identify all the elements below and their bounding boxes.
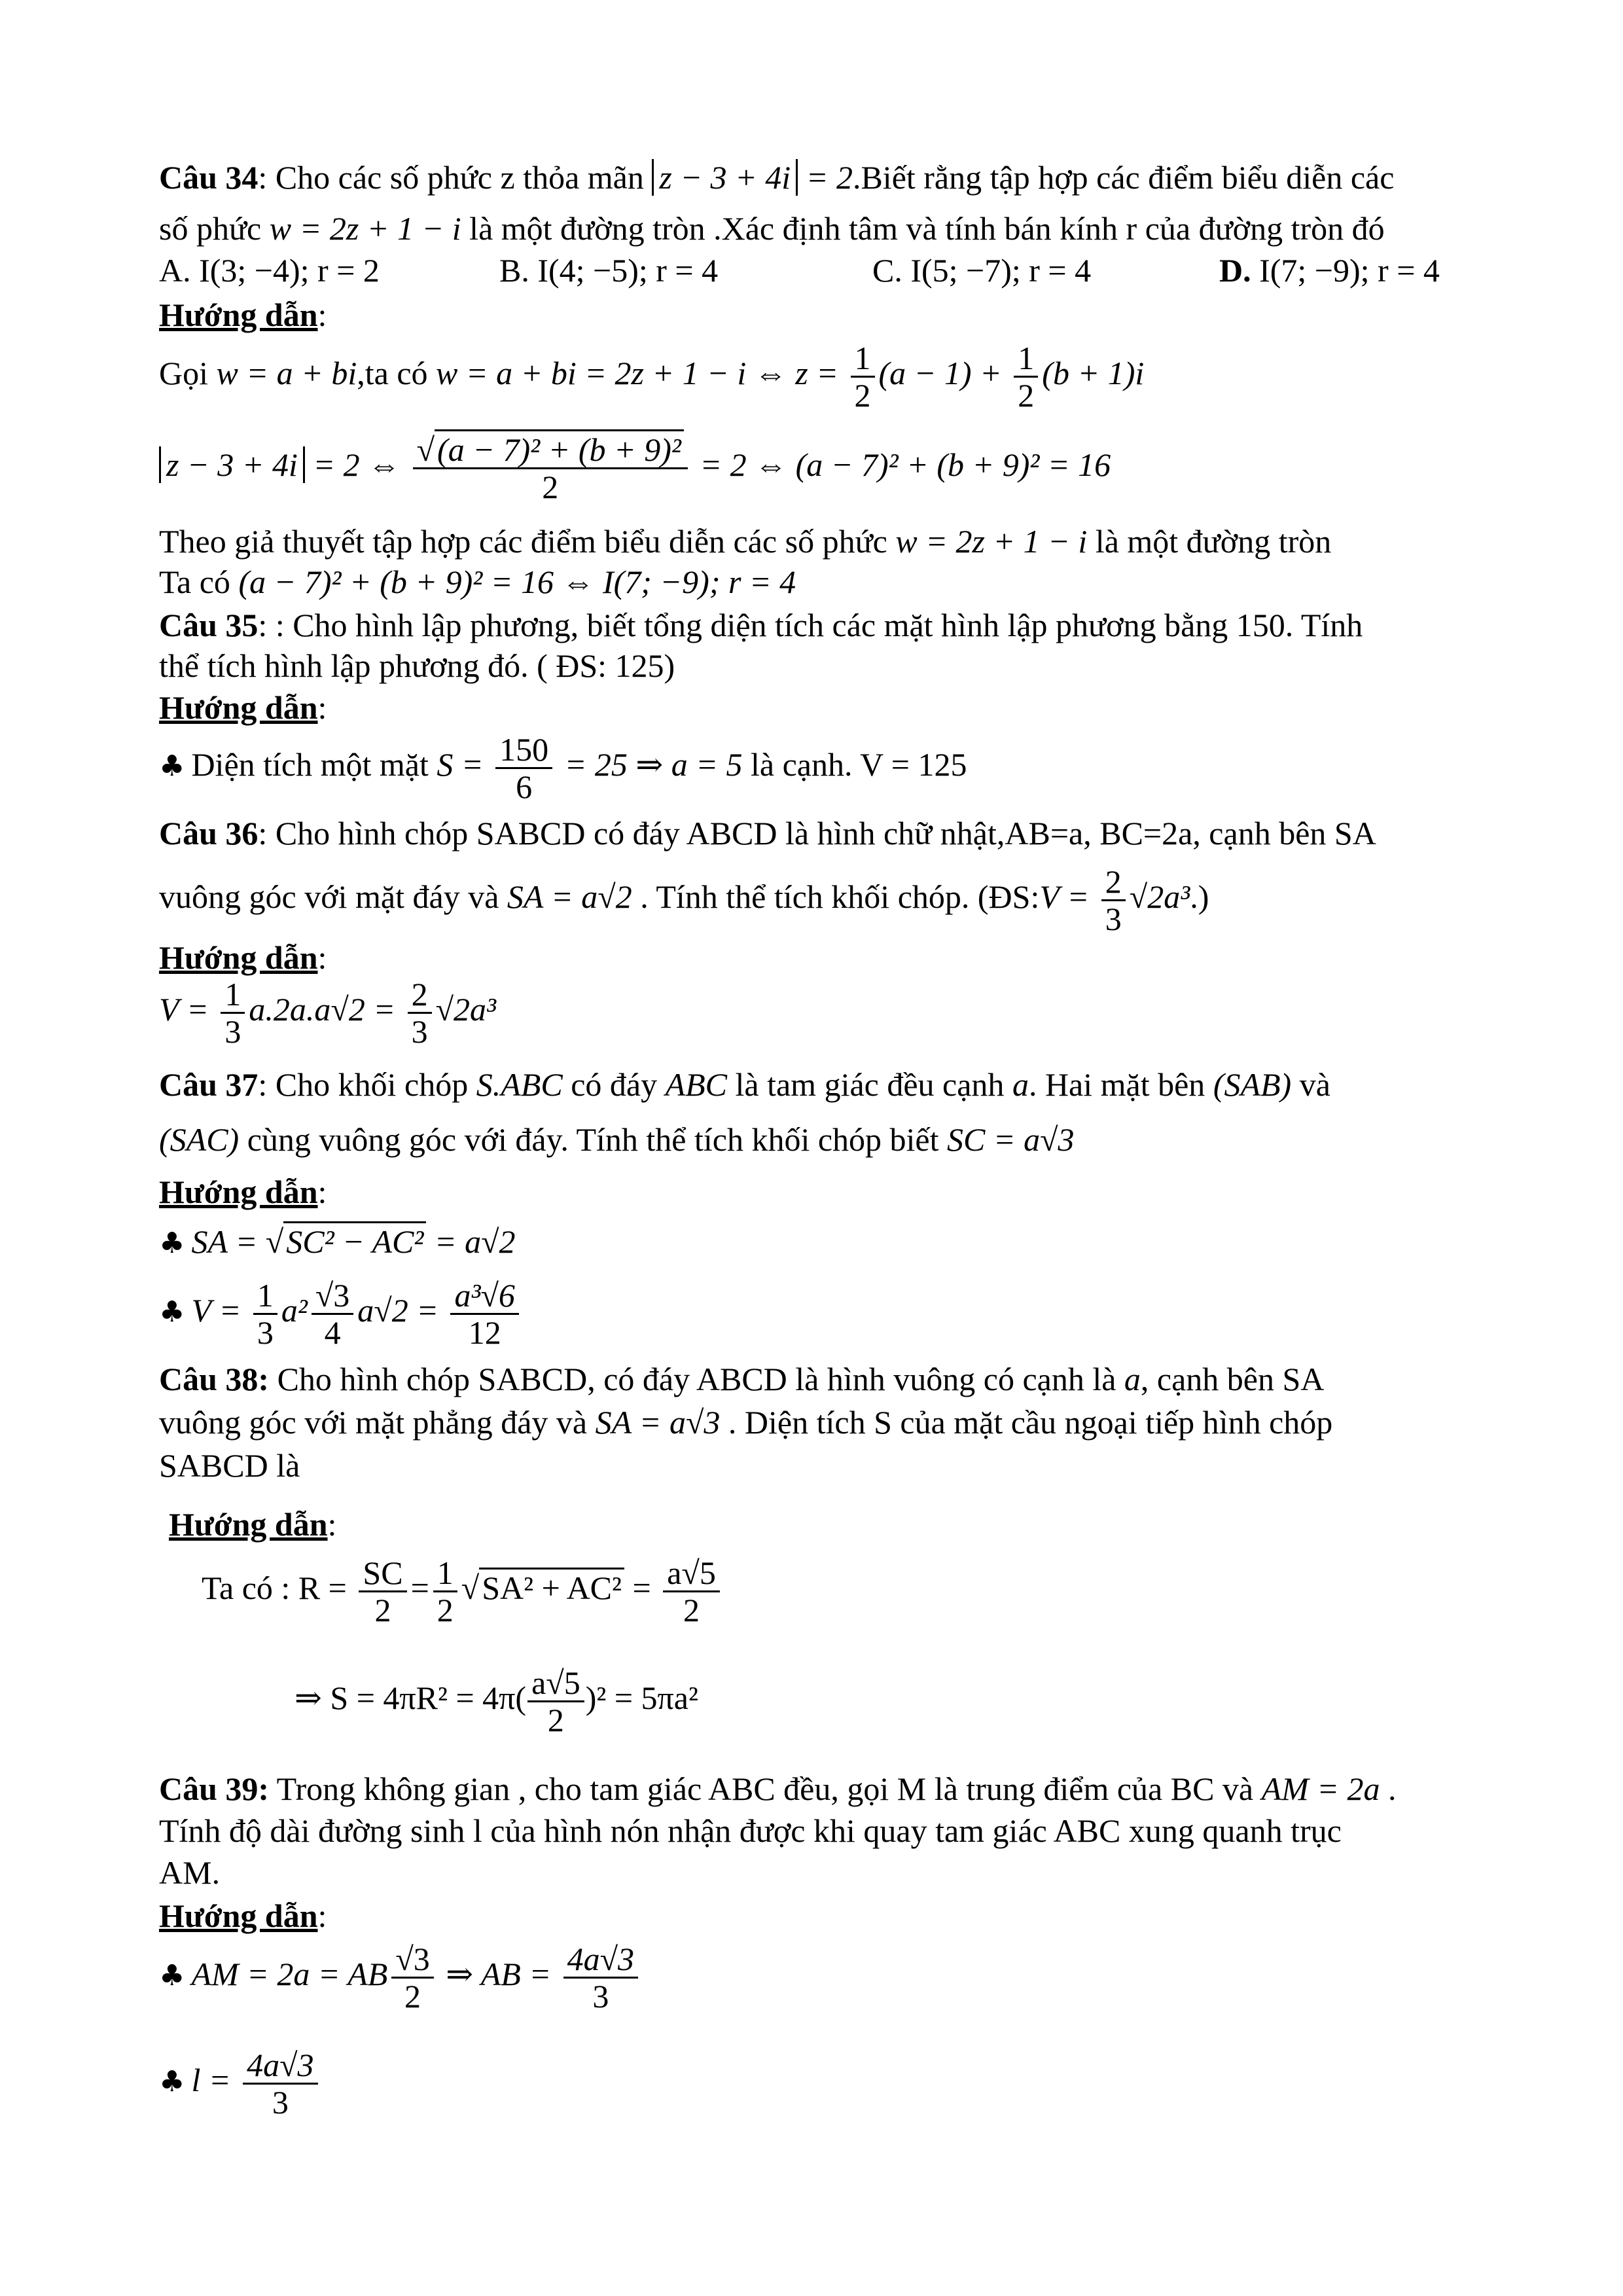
q34-options bbox=[159, 247, 1481, 293]
q37-guide-line1: ♣ SA = √SC² − AC² = a√2 bbox=[159, 1219, 1481, 1266]
q39-guide-line2: ♣ l = $\frac{4a√3}{3}$ bbox=[159, 2047, 1481, 2120]
q34-line1: Câu 34: Cho các số phức z thỏa mãn z − 3 + 4i = 2.Biết rằng tập hợp các điểm biểu diễn các bbox=[159, 159, 1395, 196]
q38-line3: SABCD là bbox=[159, 1447, 300, 1484]
q35-label: Câu 35 bbox=[159, 607, 259, 643]
q38-guide-heading: Hướng dẫn: bbox=[169, 1506, 337, 1543]
q34-option-b: B. I(4; −5); r = 4 bbox=[499, 252, 719, 289]
q38-guide-line2: ⇒ S = 4πR² = 4π( $\frac{a√5}{2}$ )² = 5πa² bbox=[294, 1664, 698, 1738]
club-bullet-icon: ♣ bbox=[159, 749, 185, 783]
q37-line2: (SAC) cùng vuông góc với đáy. Tính thể tích khối chóp biết SC = a√3 bbox=[159, 1121, 1075, 1158]
q36-guide-heading: Hướng dẫn: bbox=[159, 939, 327, 976]
q36-guide-line1: V = $\frac{1}{3}$ a.2a.a√2 = $\frac{2}{3}$ √2a³ bbox=[159, 976, 497, 1050]
q34-option-a: A. I(3; −4); r = 2 bbox=[159, 252, 380, 289]
club-bullet-icon: ♣ bbox=[159, 1227, 185, 1260]
q35-line1: Câu 35: : Cho hình lập phương, biết tổng diện tích các mặt hình lập phương bằng 150. Tính bbox=[159, 607, 1363, 643]
q37-line1: Câu 37: Cho khối chóp S.ABC có đáy ABC là tam giác đều cạnh a. Hai mặt bên (SAB) và bbox=[159, 1066, 1330, 1103]
q34-guide-line1: Gọi w = a + bi,ta có w = a + bi = 2z + 1 − i ⇔ z = $\frac{1}{2}$ (a − 1) + $\frac{1}{2}$ (b + 1)i bbox=[159, 340, 1145, 414]
q34-option-d: D. I(7; −9); r = 4 bbox=[1219, 252, 1440, 289]
club-bullet-icon: ♣ bbox=[159, 1958, 185, 1992]
q36-label: Câu 36 bbox=[159, 815, 259, 852]
q38-line2: vuông góc với mặt phẳng đáy và SA = a√3 . Diện tích S của mặt cầu ngoại tiếp hình chóp bbox=[159, 1404, 1333, 1441]
fraction-half: $\frac{1}{2}$ bbox=[1014, 340, 1038, 413]
q39-label: Câu 39: bbox=[159, 1770, 270, 1807]
q34-label: Câu 34 bbox=[159, 159, 259, 196]
q34-guide-line4: Ta có (a − 7)² + (b + 9)² = 16 ⇔ I(7; −9); r = 4 bbox=[159, 564, 796, 600]
q37-label: Câu 37 bbox=[159, 1066, 259, 1103]
q34-guide-line3: Theo giả thuyết tập hợp các điểm biểu diễn các số phức w = 2z + 1 − i là một đường tròn bbox=[159, 523, 1332, 560]
q34-line2: số phức w = 2z + 1 − i là một đường tròn .Xác định tâm và tính bán kính r của đường tròn đó bbox=[159, 210, 1385, 247]
club-bullet-icon: ♣ bbox=[159, 1295, 185, 1329]
fraction-half: $\frac{1}{2}$ bbox=[851, 340, 875, 413]
fraction-sqrt: $\frac{\text{√(a − 7)² + (b + 9)²}}{2}$ bbox=[413, 432, 688, 505]
q37-guide-heading: Hướng dẫn: bbox=[159, 1174, 327, 1210]
q38-line1: Câu 38: Cho hình chóp SABCD, có đáy ABCD là hình vuông có cạnh là a, cạnh bên SA bbox=[159, 1361, 1325, 1397]
q39-line3: AM. bbox=[159, 1854, 221, 1891]
q34-guide-heading: Hướng dẫn: bbox=[159, 296, 327, 333]
q39-guide-heading: Hướng dẫn: bbox=[159, 1897, 327, 1934]
q34-option-c: C. I(5; −7); r = 4 bbox=[872, 252, 1092, 289]
q39-line1: Câu 39: Trong không gian , cho tam giác ABC đều, gọi M là trung điểm của BC và AM = 2a . bbox=[159, 1770, 1397, 1807]
q34-guide-line2: z − 3 + 4i = 2 ⇔ $\frac{\text{√(a − 7)² + (b + 9)²}}{2}$ = 2 ⇔ (a − 7)² + (b + 9)² = 16 bbox=[159, 432, 1481, 505]
club-bullet-icon: ♣ bbox=[159, 2064, 185, 2098]
q37-guide-line2: ♣ V = $\frac{1}{3}$ a² $\frac{√3}{4}$ a√2 = $\frac{\text{a³√6}}{12}$ bbox=[159, 1278, 1481, 1350]
q38-guide-line1: Ta có : R = $\frac{SC}{2}$ = $\frac{1}{2}$ √SA² + AC² = $\frac{a√5}{2}$ bbox=[202, 1555, 1524, 1628]
q39-guide-line1: ♣ AM = 2a = AB $\frac{√3}{2}$ ⇒ AB = $\frac{4a√3}{3}$ bbox=[159, 1941, 1481, 2014]
q36-line2: vuông góc với mặt đáy và SA = a√2 . Tính thể tích khối chóp. (ĐS:V = $\frac{2}{3}$ √2a³.) bbox=[159, 863, 1209, 937]
q35-guide-heading: Hướng dẫn: bbox=[159, 689, 327, 726]
q35-guide-line1: ♣ Diện tích một mặt S = $\frac{150}{6}$ = 25 ⇒ a = 5 là cạnh. V = 125 bbox=[159, 731, 967, 805]
q35-line2: thể tích hình lập phương đó. ( ĐS: 125) bbox=[159, 647, 675, 684]
q38-label: Câu 38: bbox=[159, 1361, 270, 1397]
q36-line1: Câu 36: Cho hình chóp SABCD có đáy ABCD là hình chữ nhật,AB=a, BC=2a, cạnh bên SA bbox=[159, 815, 1376, 852]
q39-line2: Tính độ dài đường sinh l của hình nón nhận được khi quay tam giác ABC xung quanh trục bbox=[159, 1812, 1342, 1849]
